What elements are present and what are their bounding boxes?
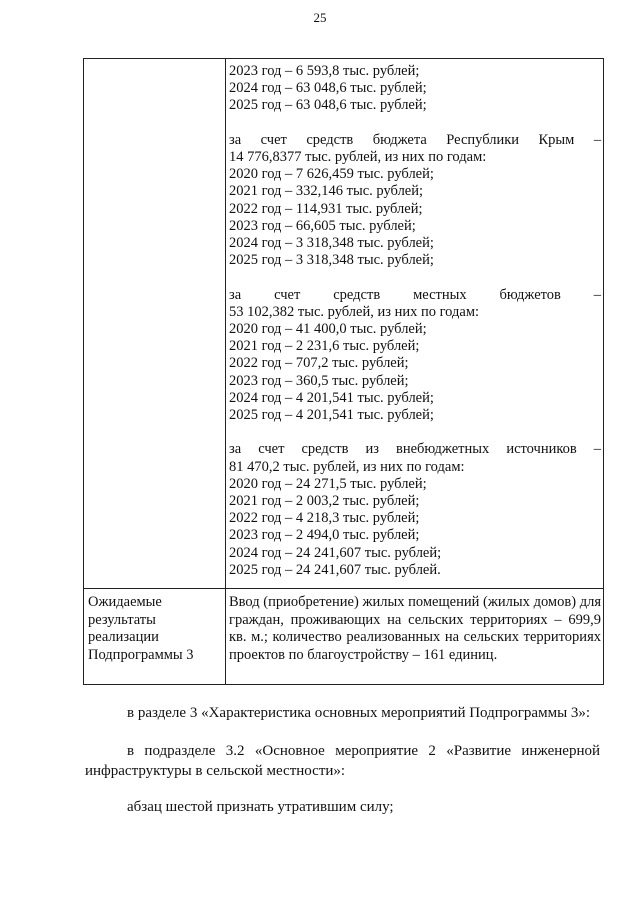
funding-line: 53 102,382 тыс. рублей, из них по годам: [229, 303, 480, 320]
funding-line: 2023 год – 6 593,8 тыс. рублей; [229, 63, 420, 79]
row-divider [84, 588, 603, 589]
results-label-line: Ожидаемые [88, 594, 162, 610]
funding-line: 2025 год – 3 318,348 тыс. рублей; [229, 252, 434, 269]
funding-heading: за счет средств местных бюджетов – [229, 286, 602, 303]
funding-line: 2024 год – 4 201,541 тыс. рублей; [229, 389, 434, 406]
results-label-line: Подпрограммы 3 [88, 646, 194, 663]
funding-line: 14 776,8377 тыс. рублей, из них по годам: [229, 149, 487, 165]
results-label-line: результаты [88, 611, 156, 628]
funding-line: 2022 год – 4 218,3 тыс. рублей; [229, 510, 420, 527]
funding-line: 2021 год – 2 231,6 тыс. рублей; [229, 338, 420, 355]
funding-line: 2023 год – 66,605 тыс. рублей; [229, 217, 416, 234]
funding-line: 81 470,2 тыс. рублей, из них по годам: [229, 458, 465, 475]
funding-line: 2020 год – 24 271,5 тыс. рублей; [229, 475, 427, 492]
passport-table [83, 58, 604, 685]
results-text: Ввод (приобретение) жилых помещений (жилых домов) для граждан, проживающих на сельских территориях – 699,9 кв. м.; количество реализованных на сельских территориях проектов по благоустройству – 161 единиц. [229, 594, 601, 663]
funding-line: 2024 год – 24 241,607 тыс. рублей; [229, 544, 442, 561]
funding-heading: за счет средств из внебюджетных источников – [229, 441, 602, 458]
funding-cell [229, 63, 601, 579]
body-paragraph: в подразделе 3.2 «Основное мероприятие 2 «Развитие инженерной инфраструктуры в сельской местности»: [85, 743, 600, 779]
funding-line: 2025 год – 63 048,6 тыс. рублей; [229, 97, 427, 114]
funding-heading: за счет средств бюджета Республики Крым – [229, 131, 602, 148]
funding-line: 2025 год – 24 241,607 тыс. рублей. [229, 561, 441, 578]
funding-group [229, 287, 601, 425]
results-label-line: реализации [88, 629, 159, 645]
results-label [88, 594, 223, 664]
funding-line: 2020 год – 7 626,459 тыс. рублей; [229, 166, 434, 183]
funding-line: 2023 год – 2 494,0 тыс. рублей; [229, 527, 420, 544]
funding-line: 2024 год – 63 048,6 тыс. рублей; [229, 80, 427, 97]
column-divider [225, 59, 226, 684]
funding-group [229, 132, 601, 270]
funding-group [229, 441, 601, 579]
body-paragraph: абзац шестой признать утратившим силу; [127, 799, 394, 815]
body-paragraph: в разделе 3 «Характеристика основных мероприятий Подпрограммы 3»: [127, 705, 591, 721]
funding-line: 2024 год – 3 318,348 тыс. рублей; [229, 235, 434, 252]
funding-group [229, 63, 601, 115]
funding-line: 2020 год – 41 400,0 тыс. рублей; [229, 321, 427, 338]
funding-line: 2023 год – 360,5 тыс. рублей; [229, 372, 409, 389]
funding-line: 2022 год – 707,2 тыс. рублей; [229, 355, 409, 372]
page-number: 25 [313, 10, 327, 25]
funding-line: 2022 год – 114,931 тыс. рублей; [229, 200, 423, 217]
funding-line: 2021 год – 332,146 тыс. рублей; [229, 183, 424, 200]
funding-line: 2021 год – 2 003,2 тыс. рублей; [229, 493, 420, 510]
funding-line: 2025 год – 4 201,541 тыс. рублей; [229, 407, 434, 424]
